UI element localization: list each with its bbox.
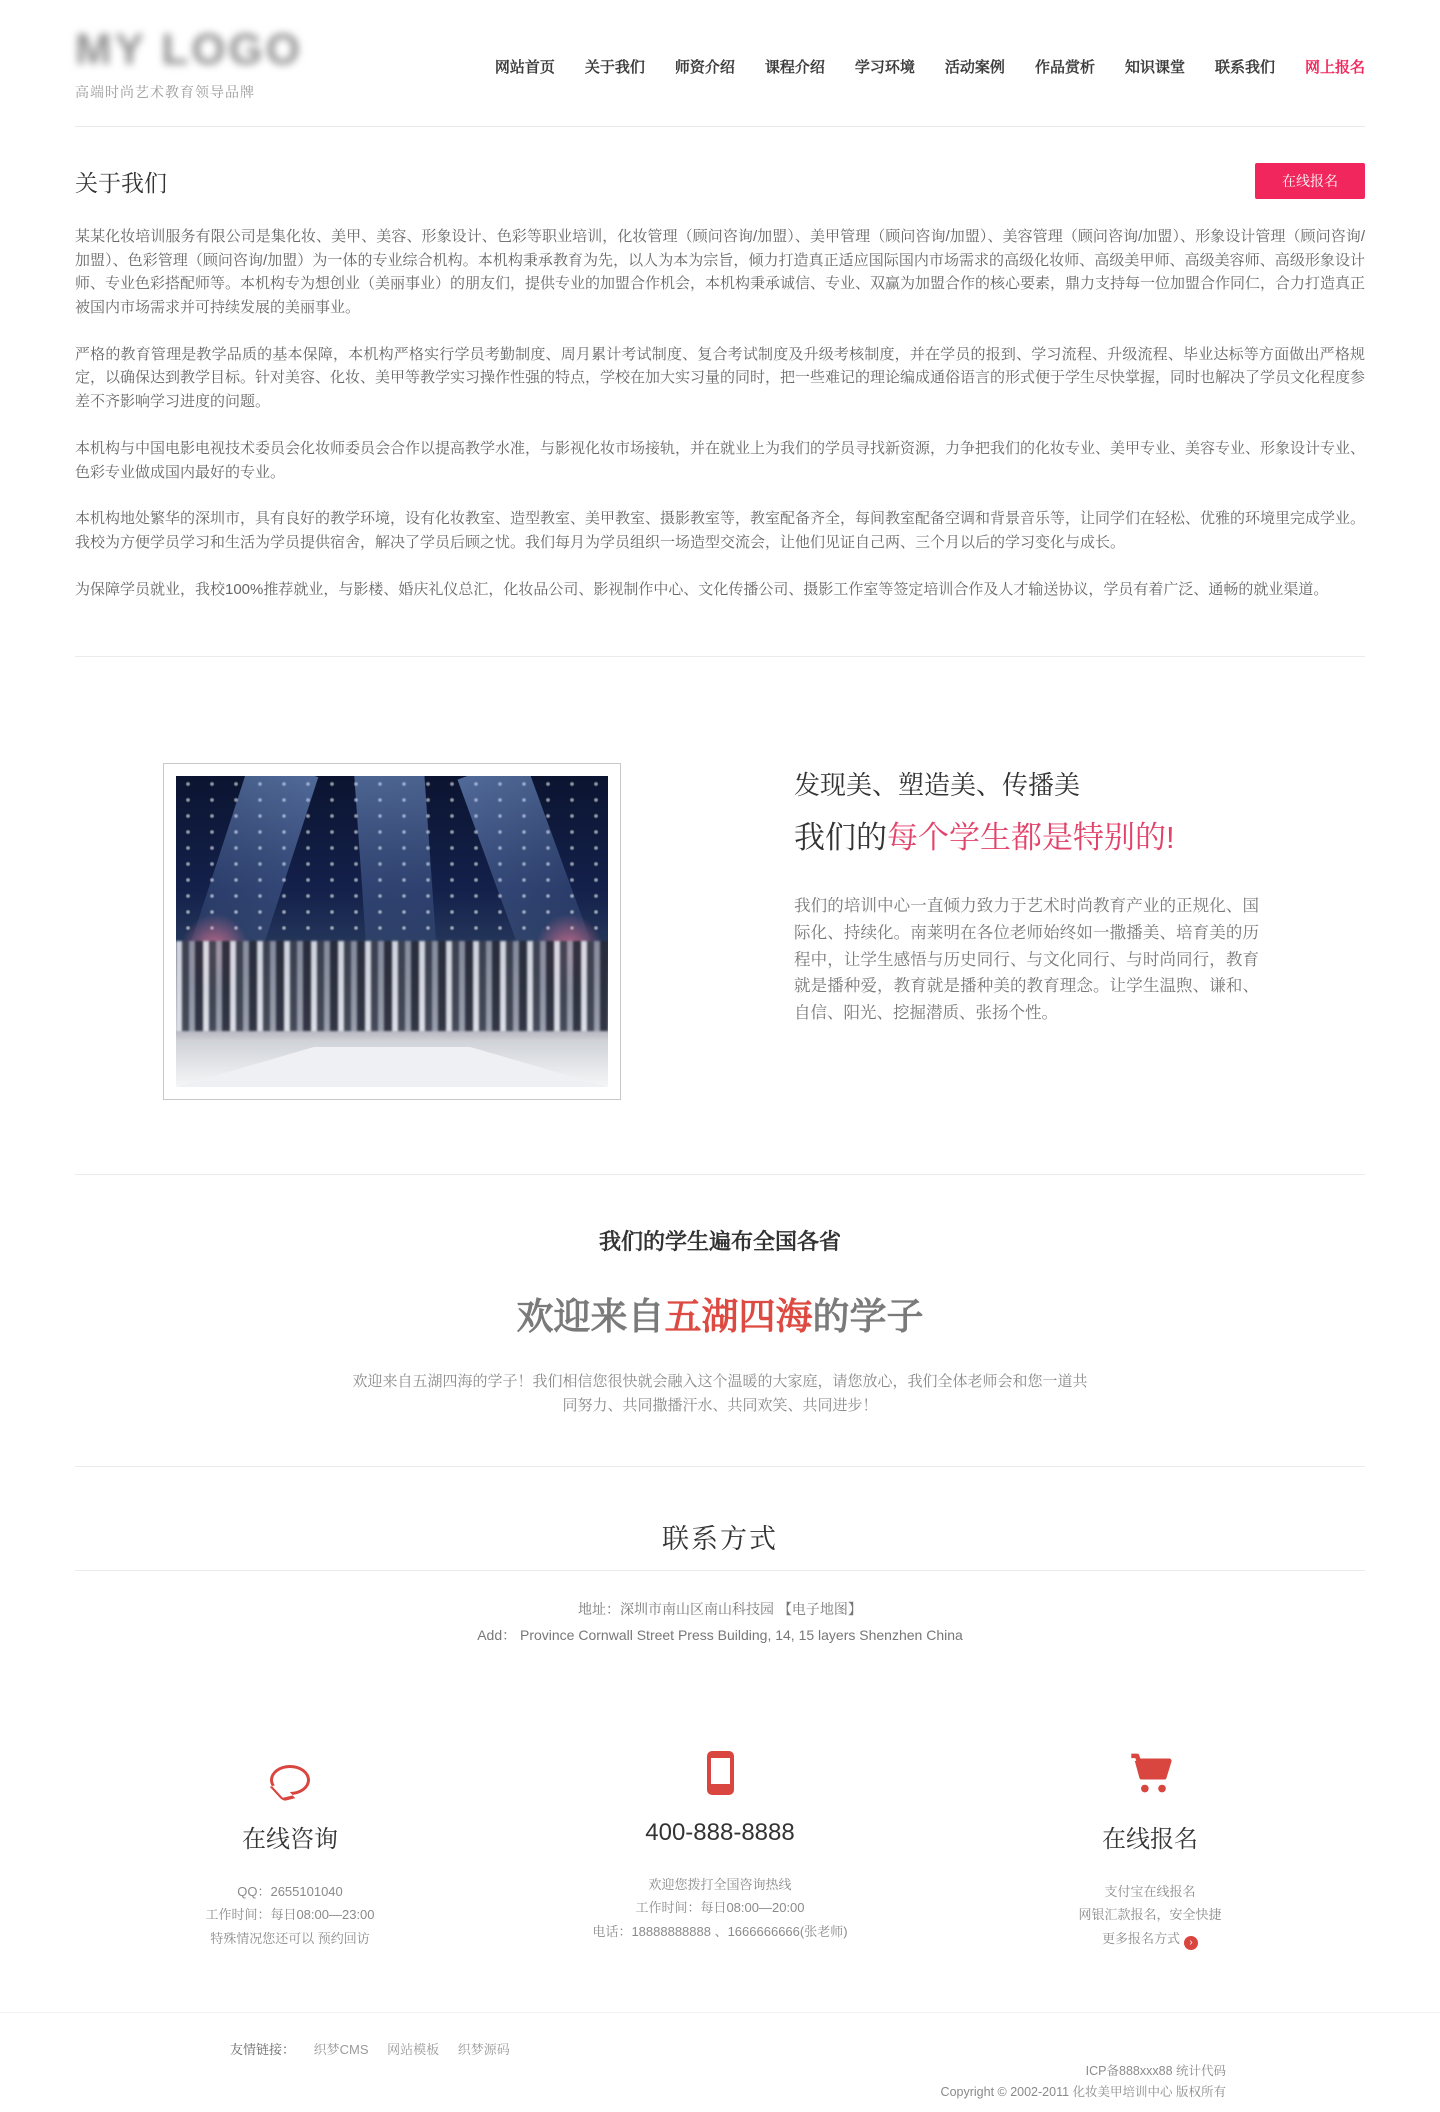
icp-record: ICP备888xxx88 统计代码 [1085, 2064, 1226, 2079]
column-online-signup [935, 1747, 1365, 1950]
feature-heading-black: 我们的 [794, 820, 887, 856]
feature-heading-line1: 发现美、塑造美、传播美 [794, 770, 1081, 801]
students-title-accent: 五湖四海 [664, 1296, 813, 1338]
students-subtitle: 我们的学生遍布全国各省 [598, 1229, 841, 1255]
about-paragraph: 为保障学员就业，我校100%推荐就业，与影楼、婚庆礼仪总汇，化妆品公司、影视制作中心、文化传播公司、摄影工作室等签定培训合作及人才输送协议，学员有着广泛、通畅的就业渠道。 [75, 580, 1329, 598]
address-line-cn [75, 1597, 1365, 1623]
nav-item-contact[interactable]: 联系我们 [1214, 59, 1275, 76]
alipay-note: 支付宝在线报名 [1104, 1884, 1196, 1900]
nav-item-cases[interactable]: 活动案例 [944, 59, 1005, 76]
students-group-photo [176, 776, 608, 1087]
about-paragraph: 本机构地处繁华的深圳市，具有良好的教学环境，设有化妆教室、造型教室、美甲教室、摄影教室等，教室配备齐全，每间教室配备空调和背景音乐等，让同学们在轻松、优雅的环境里完成学业。我校为方便学员学习和生活为学员提供宿舍，解决了学员后顾之忧。我们每月为学员组织一场造型交流会，让他们见证自己两、三个月以后的学习变化与成长。 [75, 510, 1366, 551]
address-line-en: Add： Province Cornwall Street Press Building, 14, 15 layers Shenzhen China [477, 1627, 963, 1644]
friend-links-label: 友情链接： [230, 2042, 296, 2058]
more-signup-methods[interactable]: 更多报名方式 › [935, 1927, 1365, 1950]
nav-item-courses[interactable]: 课程介绍 [764, 59, 825, 76]
about-paragraph: 本机构与中国电影电视技术委员会化妆师委员会合作以提高教学水准，与影视化妆市场接轨，并在就业上为我们的学员寻找新资源，力争把我们的化妆专业、美甲专业、美容专业、形象设计专业、色彩专业做成国内最好的专业。 [75, 439, 1366, 481]
students-title-post: 的学子 [812, 1296, 924, 1338]
feature-paragraph: 我们的培训中心一直倾力致力于艺术时尚教育产业的正规化、国际化、持续化。南莱明在各位老师始终如一撒播美、培育美的历程中，让学生感悟与历史同行、与文化同行、与时尚同行，教育就是播种爱，教育就是播种美的教育理念。让学生温煦、谦和、自信、阳光、挖掘潜质、张扬个性。 [794, 897, 1259, 1023]
students-title [75, 1286, 1365, 1340]
contact-title: 联系方式 [662, 1524, 778, 1555]
feature-heading-line2 [794, 812, 1259, 857]
address-block [75, 1597, 1365, 1649]
copyright-line: Copyright © 2002-2011 化妆美甲培训中心 版权所有 [940, 2085, 1226, 2100]
students-paragraph: 欢迎来自五湖四海的学子！我们相信您很快就会融入这个温暖的大家庭，请您放心，我们全体老师会和您一道共同努力、共同撒播汗水、共同欢笑、共同进步！ [352, 1373, 1088, 1415]
section-divider [75, 656, 1365, 657]
phone-numbers: 电话：18888888888 、1666666666(张老师) [592, 1923, 848, 1939]
about-paragraph: 某某化妆培训服务有限公司是集化妆、美甲、美容、形象设计、色彩等职业培训，化妆管理（顾问咨询/加盟）、美甲管理（顾问咨询/加盟）、美容管理（顾问咨询/加盟）、形象设计管理（顾问咨询/加盟）、色彩管理（顾问咨询/加盟）为一体的专业综合机构。本机构秉承教育为先，以人为本为宗旨，倾力打造真正适应国际国内市场需求的高级化妆师、高级美甲师、高级美容师、高级形象设计师、专业色彩搭配师等。本机构专为想创业（美丽事业）的朋友们，提供专业的加盟合作机会，本机构秉承诚信、专业、双赢为加盟合作的核心要素，鼎力支持每一位加盟合作同仁，合力打造真正被国内市场需求并可持续发展的美丽事业。 [75, 228, 1366, 317]
nav-item-knowledge[interactable]: 知识课堂 [1124, 59, 1185, 76]
address-cn: 深圳市南山区南山科技园 [620, 1601, 775, 1618]
nav-item-home[interactable]: 网站首页 [494, 59, 555, 76]
address-label: 地址： [578, 1601, 621, 1618]
friend-link-templates[interactable]: 网站模板 [387, 2042, 440, 2058]
friend-links [230, 2039, 510, 2058]
copyright-block [941, 2061, 1226, 2104]
column-online-consult [75, 1747, 505, 1950]
smartphone-icon [707, 1751, 734, 1795]
nav-item-about[interactable]: 关于我们 [584, 59, 645, 76]
online-signup-button[interactable]: 在线报名 [1255, 163, 1365, 199]
main-nav [495, 56, 1365, 77]
logo-tagline: 高端时尚艺术教育领导品牌 [75, 84, 255, 100]
logo-block[interactable] [75, 25, 335, 102]
column-hotline [505, 1747, 935, 1950]
site-logo[interactable]: MY LOGO [75, 25, 303, 74]
chat-bubble-icon [270, 1765, 310, 1795]
about-section [75, 163, 1365, 601]
hotline-number: 400-888-8888 [645, 1819, 795, 1847]
site-footer [0, 2012, 1440, 2112]
feature-text-block [794, 763, 1259, 1100]
students-photo-frame [163, 763, 621, 1100]
contact-section-header [75, 1467, 1365, 1571]
feature-section [75, 763, 1365, 1100]
students-title-pre: 欢迎来自 [516, 1296, 665, 1338]
students-section [75, 1174, 1365, 1467]
callback-note[interactable]: 特殊情况您还可以 预约回访 [210, 1930, 370, 1946]
contact-columns [75, 1747, 1365, 1950]
feature-heading-accent: 每个学生都是特别的! [887, 820, 1175, 856]
photo-crowd [176, 941, 608, 1031]
column-title: 在线报名 [1102, 1826, 1198, 1854]
nav-item-environment[interactable]: 学习环境 [854, 59, 915, 76]
hotline-note: 欢迎您拨打全国咨询热线 [648, 1877, 792, 1893]
work-hours: 工作时间：每日08:00—23:00 [205, 1907, 375, 1923]
qq-number: QQ：2655101040 [237, 1884, 343, 1900]
more-arrow-icon[interactable]: › [1184, 1936, 1198, 1950]
work-hours: 工作时间：每日08:00—20:00 [635, 1900, 805, 1916]
page-title: 关于我们 [75, 169, 167, 196]
column-title: 在线咨询 [242, 1826, 338, 1854]
nav-item-teachers[interactable]: 师资介绍 [674, 59, 735, 76]
nav-item-works[interactable]: 作品赏析 [1034, 59, 1095, 76]
shopping-cart-icon [1127, 1753, 1173, 1795]
nav-item-online-signup[interactable]: 网上报名 [1304, 59, 1365, 76]
map-link[interactable]: 【电子地图】 [777, 1601, 862, 1618]
site-header [75, 0, 1365, 127]
friend-link-dedecms[interactable]: 织梦CMS [313, 2042, 369, 2058]
about-paragraph: 严格的教育管理是教学品质的基本保障，本机构严格实行学员考勤制度、周月累计考试制度、复合考试制度及升级考核制度，并在学员的报到、学习流程、升级流程、毕业达标等方面做出严格规定，以确保达到教学目标。针对美容、化妆、美甲等教学实习操作性强的特点，学校在加大实习量的同时，把一些难记的理论编成通俗语言的形式便于学生尽快掌握，同时也解决了学员文化程度参差不齐影响学习进度的问题。 [75, 345, 1366, 411]
bank-note: 网银汇款报名，安全快捷 [1078, 1907, 1222, 1923]
friend-link-source[interactable]: 织梦源码 [457, 2042, 510, 2058]
